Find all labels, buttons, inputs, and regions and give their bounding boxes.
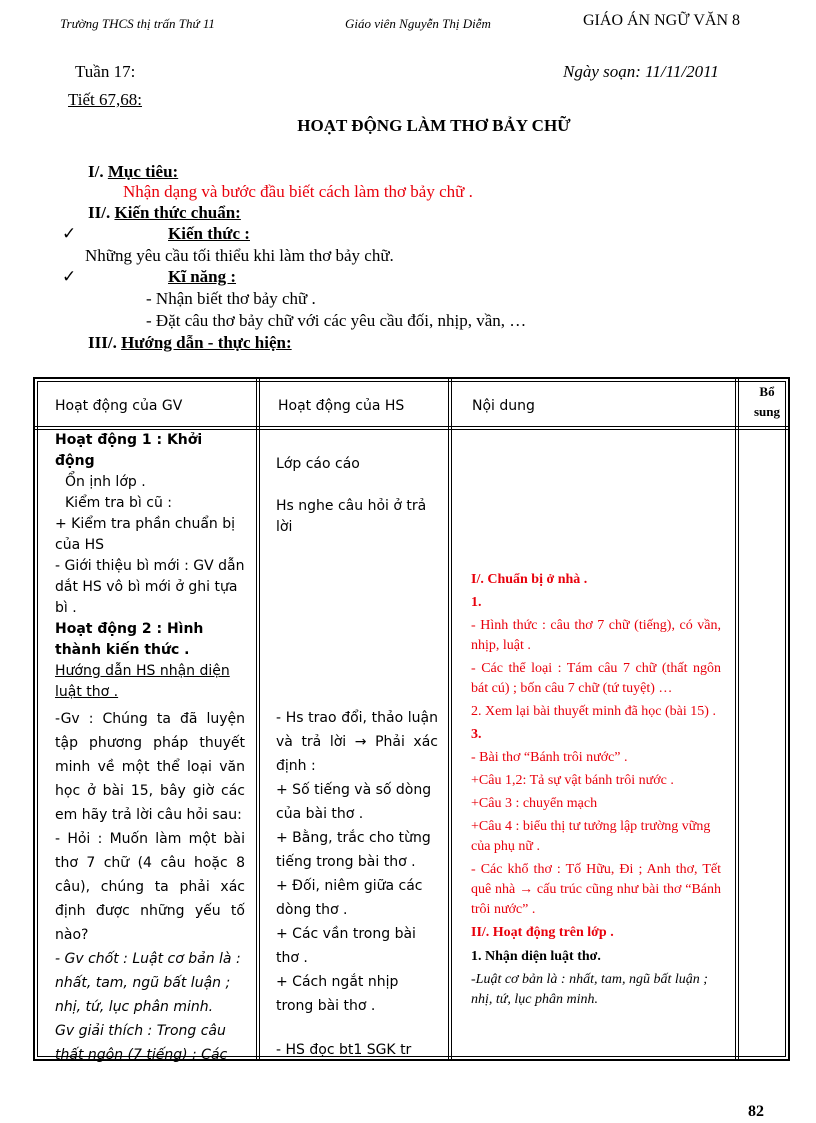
hs-line: - HS đọc bt1 SGK tr <box>276 1042 412 1058</box>
content-line: II/. Hoạt động trên lớp . <box>471 925 614 940</box>
header-school: Trường THCS thị trấn Thứ 11 <box>60 16 215 31</box>
gv-line: Gv giải thích : Trong câu thất ngôn (7 tiếng) : Các <box>55 1023 228 1063</box>
content-column <box>471 570 721 1010</box>
skill-item: - Đặt câu thơ bảy chữ với các yêu cầu đối, nhịp, vần, … <box>146 311 527 330</box>
column-divider <box>259 377 260 1061</box>
gv-column <box>55 430 245 1067</box>
content-line: I/. Chuẩn bị ở nhà . <box>471 572 588 587</box>
column-divider <box>738 377 739 1061</box>
gv-line: - Gv chốt : Luật cơ bản là : nhất, tam, ngũ bất luận ; nhị, tứ, lục phân minh. <box>55 951 241 1015</box>
hs-column <box>276 454 438 1061</box>
knowledge-label: Kiến thức : <box>168 224 250 243</box>
col-header-supplement: Bổ sung <box>753 384 781 419</box>
lesson-label: Tiết 67,68: <box>68 90 143 109</box>
column-divider <box>735 377 736 1061</box>
hs-line: + Đối, niêm giữa các dòng thơ . <box>276 878 423 918</box>
skills-label: Kĩ năng : <box>168 267 237 286</box>
content-line: -Luật cơ bản là : nhất, tam, ngũ bất luận ; nhị, tứ, lục phân minh. <box>471 972 708 1007</box>
content-line: +Câu 1,2: Tả sự vật bánh trôi nước . <box>471 773 674 788</box>
gv-line: - Giới thiệu bì mới : GV dẫn dắt HS vô bì mới ở ghi tựa bì . <box>55 558 245 616</box>
gv-line: + Kiểm tra phần chuẩn bị của HS <box>55 516 236 553</box>
content-line: - Hình thức : câu thơ 7 chữ (tiếng), có vần, nhịp, luật . <box>471 618 721 653</box>
content-line: 1. <box>471 595 482 610</box>
section-standard-knowledge: II/. Kiến thức chuẩn: <box>88 203 241 222</box>
hs-line: + Các vần trong bài thơ . <box>276 926 416 966</box>
page-title: HOẠT ĐỘNG LÀM THƠ BẢY CHỮ <box>297 116 571 135</box>
gv-line: -Gv : Chúng ta đã luyện tập phương pháp thuyết minh về một thể loại văn học ở bài 15, bây giờ các em hãy trả lời câu hỏi sau: <box>55 711 245 823</box>
content-line: - Bài thơ “Bánh trôi nước” . <box>471 750 628 765</box>
col-header-hs: Hoạt động của HS <box>278 398 405 414</box>
header-teacher: Giáo viên Nguyễn Thị Diễm <box>345 16 491 31</box>
gv-line: Hướng dẫn HS nhận diện luật thơ . <box>55 663 230 700</box>
content-line: 1. Nhận diện luật thơ. <box>471 949 601 964</box>
content-line: +Câu 4 : biểu thị tư tưởng lập trường vững của phụ nữ . <box>471 819 711 854</box>
hs-line: + Số tiếng và số dòng của bài thơ . <box>276 782 432 822</box>
col-header-content: Nội dung <box>472 398 535 414</box>
content-line: +Câu 3 : chuyển mạch <box>471 796 598 811</box>
content-line: 2. Xem lại bài thuyết minh đã học (bài 15) . <box>471 704 716 719</box>
gv-line: Hoạt động 1 : Khởi động <box>55 432 203 469</box>
column-divider <box>451 377 452 1061</box>
hs-line: - Hs trao đổi, thảo luận và trả lời → Phải xác định : <box>276 710 438 774</box>
content-line: 3. <box>471 727 482 742</box>
hs-line: Hs nghe câu hỏi ở trả lời <box>276 498 427 535</box>
content-line: - Các thể loại : Tám câu 7 chữ (thất ngôn bát cú) ; bốn câu 7 chữ (tứ tuyệt) … <box>471 661 721 696</box>
section-guidance: III/. Hướng dẫn - thực hiện: <box>88 333 292 352</box>
hs-line: + Bằng, trắc cho từng tiếng trong bài thơ . <box>276 830 431 870</box>
gv-line: Ổn ịnh lớp . <box>65 474 146 490</box>
objective-text: Nhận dạng và bước đầu biết cách làm thơ bảy chữ . <box>123 182 473 201</box>
skill-item: - Nhận biết thơ bảy chữ . <box>146 289 316 308</box>
col-header-gv: Hoạt động của GV <box>55 398 183 414</box>
page-number: 82 <box>748 1103 764 1120</box>
gv-line: Kiểm tra bì cũ : <box>65 495 173 511</box>
knowledge-text: Những yêu cầu tối thiểu khi làm thơ bảy chữ. <box>85 246 394 265</box>
check-icon: ✓ <box>62 267 77 286</box>
header-divider <box>33 426 790 427</box>
section-objectives: I/. Mục tiêu: <box>88 162 179 181</box>
column-divider <box>256 377 257 1061</box>
hs-line: + Cách ngắt nhịp trong bài thơ . <box>276 974 399 1014</box>
date-label: Ngày soạn: 11/11/2011 <box>563 62 719 81</box>
check-icon: ✓ <box>62 224 77 243</box>
gv-line: Hoạt động 2 : Hình thành kiến thức . <box>55 621 204 658</box>
header-doc-title: GIÁO ÁN NGỮ VĂN 8 <box>583 12 740 29</box>
content-line: - Các khổ thơ : Tố Hữu, Đi ; Anh thơ, Tết quê nhà → cấu trúc cũng như bài thơ “Bánh trôi nước” . <box>471 862 721 917</box>
gv-line: - Hỏi : Muốn làm một bài thơ 7 chữ (4 câu hoặc 8 câu), chúng ta phải xác định được những yếu tố nào? <box>55 831 245 943</box>
week-label: Tuần 17: <box>75 62 136 81</box>
column-divider <box>448 377 449 1061</box>
hs-line: Lớp cáo cáo <box>276 456 360 472</box>
